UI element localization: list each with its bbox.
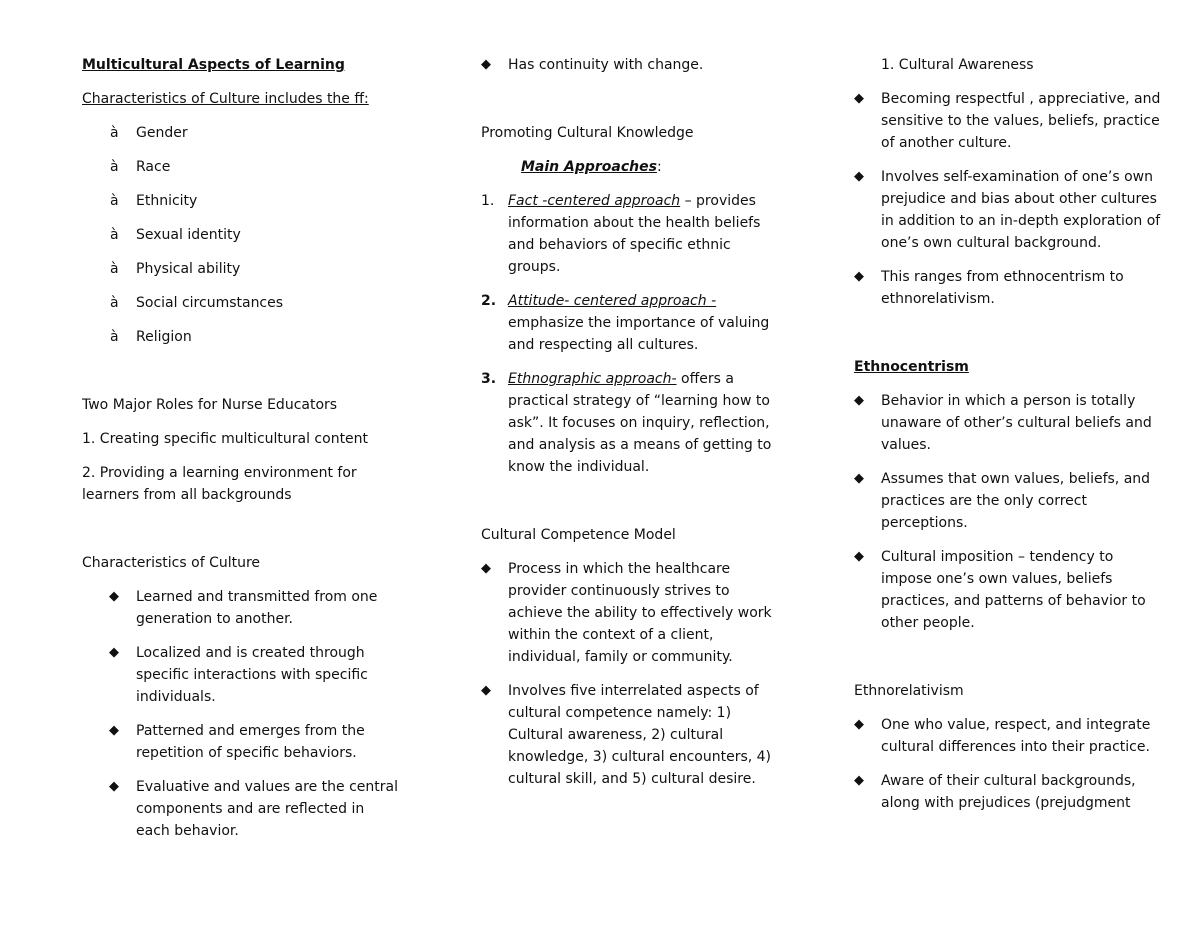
list-item: 3. Ethnographic approach- offers a practical strategy of “learning how to ask”. It focuses on inquiry, reflection, and analysis as a means of getting to know the individual.: [481, 371, 772, 475]
diamond-bullet-icon: ◆: [481, 57, 491, 72]
role-item: 2. Providing a learning environment for learners from all backgrounds: [82, 465, 357, 503]
diamond-bullet-icon: ◆: [854, 393, 864, 408]
diamond-bullet-icon: ◆: [109, 589, 119, 604]
ethnorelativism-list: [854, 714, 1164, 814]
awareness-list: [854, 88, 1164, 310]
arrow-bullet-icon: à: [110, 295, 119, 311]
culture-heading: Characteristics of Culture: [82, 555, 261, 571]
list-item: ◆ This ranges from ethnocentrism to ethnorelativism.: [854, 266, 1164, 310]
list-item: ◆ Becoming respectful , appreciative, and sensitive to the values, beliefs, practice of another culture.: [854, 88, 1164, 154]
diamond-bullet-icon: ◆: [854, 773, 864, 788]
list-item: ◆ Has continuity with change.: [481, 54, 781, 76]
list-item: 2. Attitude- centered approach - emphasize the importance of valuing and respecting all cultures.: [481, 293, 770, 353]
culture-list: [82, 586, 402, 842]
arrow-bullet-icon: à: [110, 193, 119, 209]
diamond-bullet-icon: ◆: [854, 549, 864, 564]
list-item: à Gender: [82, 122, 412, 144]
list-item: ◆ Behavior in which a person is totally unaware of other’s cultural beliefs and values.: [854, 390, 1164, 456]
approaches-list: [481, 190, 781, 478]
diamond-bullet-icon: ◆: [481, 683, 491, 698]
diamond-bullet-icon: ◆: [109, 723, 119, 738]
approach-name: Attitude- centered approach -: [508, 293, 717, 309]
diamond-bullet-icon: ◆: [854, 91, 864, 106]
list-item: ◆ One who value, respect, and integrate cultural differences into their practice.: [854, 714, 1164, 758]
model-list: [481, 558, 781, 790]
list-item: à Physical ability: [82, 258, 412, 280]
diamond-bullet-icon: ◆: [109, 645, 119, 660]
document-title: Multicultural Aspects of Learning: [82, 57, 345, 73]
approach-name: Fact -centered approach: [508, 193, 681, 209]
arrow-bullet-icon: à: [110, 227, 119, 243]
right-column: [854, 54, 1164, 814]
middle-column: [481, 54, 781, 790]
diamond-bullet-icon: ◆: [109, 779, 119, 794]
list-item: à Race: [82, 156, 412, 178]
arrow-bullet-icon: à: [110, 261, 119, 277]
ethnorelativism-heading: Ethnorelativism: [854, 683, 964, 699]
list-item: ◆ Cultural imposition – tendency to impose one’s own values, beliefs practices, and patterns of behavior to other people.: [854, 546, 1164, 634]
diamond-bullet-icon: ◆: [481, 561, 491, 576]
arrow-bullet-icon: à: [110, 329, 119, 345]
role-item: 1. Creating specific multicultural content: [82, 431, 369, 447]
ethnocentrism-heading: Ethnocentrism: [854, 359, 969, 375]
diamond-bullet-icon: ◆: [854, 471, 864, 486]
diamond-bullet-icon: ◆: [854, 717, 864, 732]
list-item: ◆ Assumes that own values, beliefs, and practices are the only correct perceptions.: [854, 468, 1164, 534]
promoting-heading: Promoting Cultural Knowledge: [481, 125, 694, 141]
arrow-bullet-icon: à: [110, 159, 119, 175]
list-item: 1. Fact -centered approach – provides information about the health beliefs and behaviors of specific ethnic groups.: [481, 193, 761, 275]
awareness-heading: 1. Cultural Awareness: [881, 57, 1034, 73]
list-item: ◆ Involves self-examination of one’s own prejudice and bias about other cultures in addition to an in-depth exploration of one’s own cultural background.: [854, 166, 1164, 254]
approaches-heading: Main Approaches:: [521, 159, 662, 175]
list-item: à Ethnicity: [82, 190, 412, 212]
diamond-bullet-icon: ◆: [854, 169, 864, 184]
list-item: ◆ Patterned and emerges from the repetition of specific behaviors.: [82, 720, 402, 764]
characteristics-heading: Characteristics of Culture includes the ff:: [82, 91, 369, 107]
list-item: ◆ Evaluative and values are the central components and are reflected in each behavior.: [82, 776, 402, 842]
model-heading: Cultural Competence Model: [481, 527, 676, 543]
list-item: ◆ Localized and is created through specific interactions with specific individuals.: [82, 642, 402, 708]
roles-heading: Two Major Roles for Nurse Educators: [82, 397, 338, 413]
list-item: ◆ Process in which the healthcare provider continuously strives to achieve the ability to effectively work within the context of a client, individual, family or community.: [481, 558, 781, 668]
approach-name: Ethnographic approach-: [508, 371, 677, 387]
diamond-bullet-icon: ◆: [854, 269, 864, 284]
list-item: à Social circumstances: [82, 292, 412, 314]
list-item: ◆ Involves five interrelated aspects of cultural competence namely: 1) Cultural awareness, 2) cultural knowledge, 3) cultural encounters, 4) cultural skill, and 5) cultural desire.: [481, 680, 781, 790]
arrow-bullet-icon: à: [110, 125, 119, 141]
characteristics-list: [82, 122, 412, 348]
list-item: ◆ Learned and transmitted from one generation to another.: [82, 586, 402, 630]
list-item: à Sexual identity: [82, 224, 412, 246]
list-item: à Religion: [82, 326, 412, 348]
left-column: [82, 54, 412, 842]
ethnocentrism-list: [854, 390, 1164, 634]
list-item: ◆ Aware of their cultural backgrounds, along with prejudices (prejudgment: [854, 770, 1164, 814]
